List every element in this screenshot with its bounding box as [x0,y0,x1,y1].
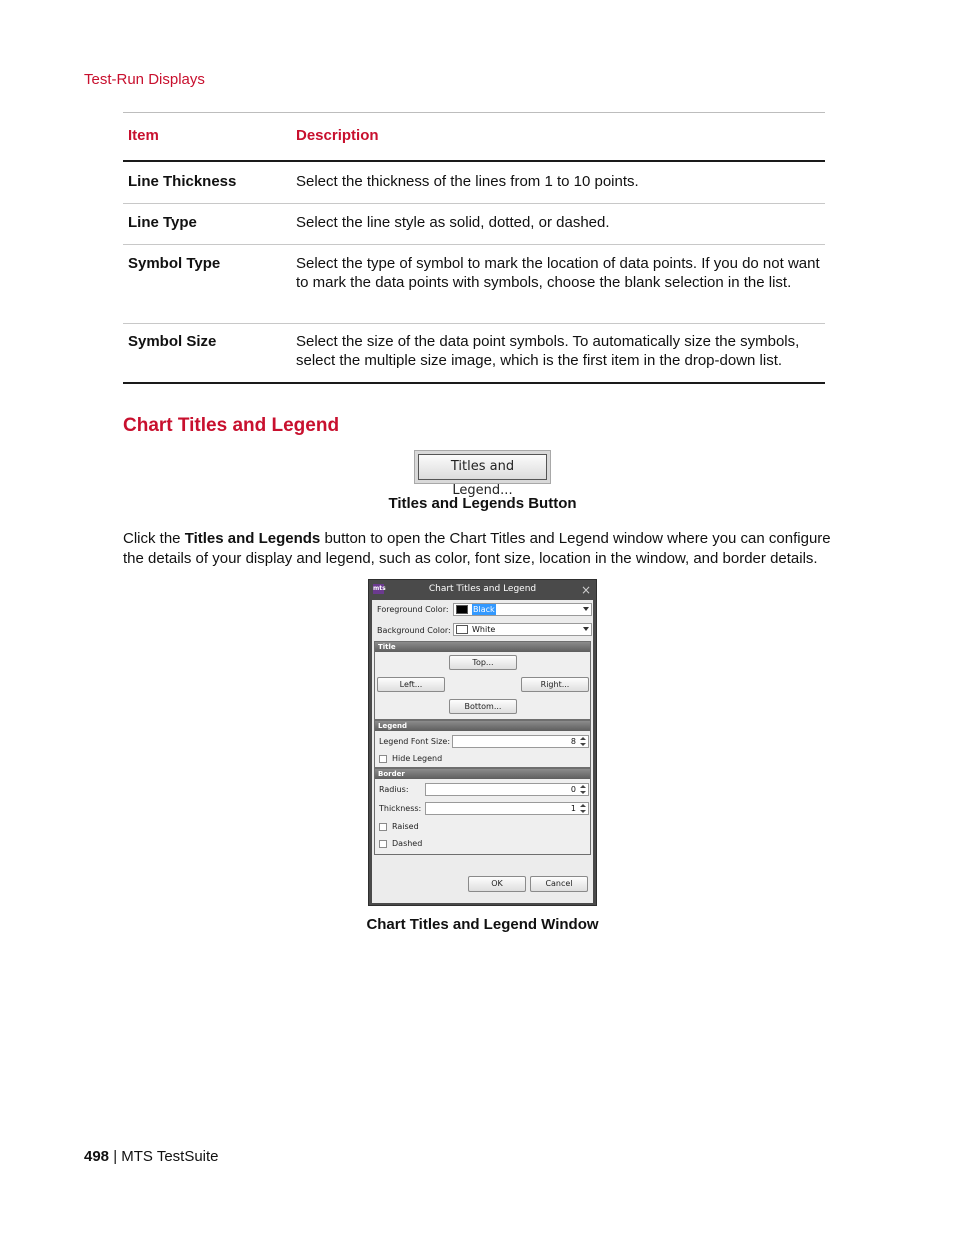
footer-product: MTS TestSuite [121,1148,219,1165]
legend-font-size-stepper[interactable] [452,735,589,748]
legend-group-header: Legend [375,721,590,731]
page-number: 498 [84,1148,110,1165]
footer-separator: | [109,1148,122,1165]
para-text: button to open the Chart Titles and Legend window where you can configure the details of your display and legend, such as color, font size, location in the window, and border details. [123,530,831,567]
bottom-button[interactable]: Bottom... [449,699,517,714]
radius-value: 0 [570,785,576,794]
row-description: Select the line style as solid, dotted, or dashed. [296,214,610,231]
section-heading: Chart Titles and Legend [123,415,340,436]
legend-group [374,720,591,768]
figure-caption: Chart Titles and Legend Window [366,916,599,933]
radius-label: Radius: [379,785,409,794]
spinner-icon[interactable] [580,785,586,794]
chevron-down-icon [583,607,589,611]
spinner-icon[interactable] [580,804,586,813]
left-button[interactable]: Left... [377,677,445,692]
table-row [123,162,825,204]
row-item: Line Type [128,214,197,231]
foreground-color-select[interactable] [453,603,592,616]
background-color-label: Background Color: [377,626,451,635]
table-row [123,204,825,245]
hide-legend-checkbox[interactable] [379,755,387,763]
column-header-description: Description [296,127,379,144]
row-description: Select the type of symbol to mark the location of data points. If you do not want to mark the data points with symbols, choose the blank selection in the list. [296,255,820,291]
row-item: Symbol Type [128,255,221,272]
radius-stepper[interactable] [425,783,589,796]
raised-checkbox[interactable] [379,823,387,831]
right-button[interactable]: Right... [521,677,589,692]
dialog-titlebar [369,580,596,599]
foreground-color-label: Foreground Color: [377,605,449,614]
column-header-item: Item [128,127,159,144]
color-swatch [456,605,468,614]
ok-button[interactable]: OK [468,876,526,892]
spinner-icon[interactable] [580,737,586,746]
running-head: Test-Run Displays [84,71,205,88]
title-group-header: Title [375,642,590,652]
titles-and-legend-button[interactable]: Titles and Legend... [418,454,547,480]
dialog-body [372,600,593,903]
row-item: Line Thickness [128,173,237,190]
thickness-value: 1 [570,804,576,813]
border-group [374,768,591,855]
row-description: Select the size of the data point symbols. To automatically size the symbols, select the multiple size image, which is the first item in the drop-down list. [296,333,800,369]
legend-font-size-value: 8 [570,737,576,746]
chevron-down-icon [583,627,589,631]
table-header [123,113,825,162]
foreground-color-value: Black [473,605,495,614]
page-footer [84,1148,219,1165]
row-item: Symbol Size [128,333,217,350]
hide-legend-label: Hide Legend [392,754,443,763]
property-table [123,112,825,384]
row-description: Select the thickness of the lines from 1 to 10 points. [296,173,639,190]
para-bold: Titles and Legends [184,530,321,547]
titles-button-figure [414,450,551,498]
figure-caption: Titles and Legends Button [388,495,577,512]
title-group [374,641,591,720]
dashed-checkbox[interactable] [379,840,387,848]
background-color-value: White [472,625,496,634]
table-row [123,245,825,324]
chart-titles-dialog [368,579,597,906]
para-text: Click the [123,530,185,547]
body-paragraph [123,529,848,568]
raised-label: Raised [392,822,419,831]
app-icon: mts [373,585,386,592]
cancel-button[interactable]: Cancel [530,876,588,892]
close-icon[interactable]: × [580,583,591,597]
top-button[interactable]: Top... [449,655,517,670]
legend-font-size-label: Legend Font Size: [379,737,451,746]
thickness-label: Thickness: [379,804,422,813]
border-group-header: Border [375,769,590,779]
dashed-label: Dashed [392,839,423,848]
table-row [123,324,825,384]
background-color-select[interactable] [453,623,592,636]
color-swatch [456,625,468,634]
thickness-stepper[interactable] [425,802,589,815]
dialog-title: Chart Titles and Legend [428,584,537,594]
